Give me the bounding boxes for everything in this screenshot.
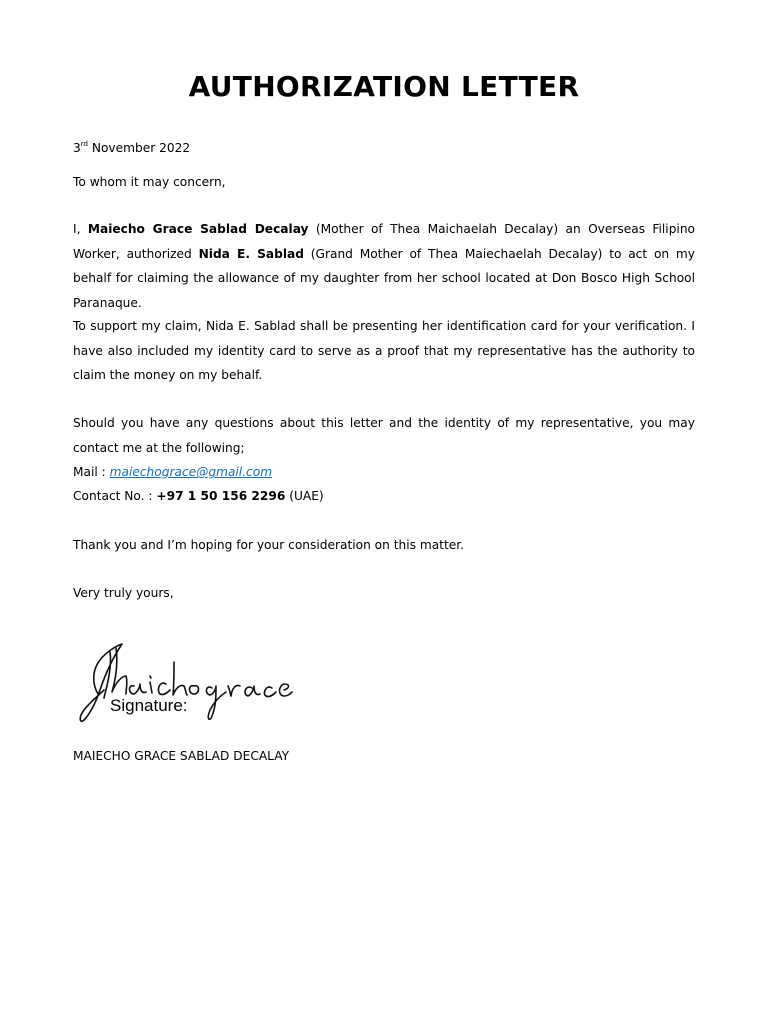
paragraph-support: To support my claim, Nida E. Sablad shall be presenting her identification card for your verification. I have also included my identity card to serve as a proof that my representative has the authority to claim the money on my behalf. — [73, 319, 695, 382]
contact-country: (UAE) — [285, 489, 324, 503]
contact-number: +97 1 50 156 2296 — [156, 489, 286, 503]
closing-line: Very truly yours, — [73, 586, 174, 600]
author-name: Maiecho Grace Sablad Decalay — [87, 222, 309, 236]
email-link[interactable]: maiechograce@gmail.com — [109, 465, 273, 479]
contact-line — [73, 484, 324, 509]
para1-text-3: (Grand Mother of Thea Maiechaelah Decalay) to act on my behalf for claiming the allowance of my daughter from her school located at Don Bosco High School Paranaque. — [73, 246, 695, 310]
mail-label: Mail : — [73, 465, 110, 479]
thanks-line: Thank you and I’m hoping for your consideration on this matter. — [73, 538, 465, 552]
mail-line — [73, 460, 272, 485]
signature-label: Signature: — [110, 696, 188, 715]
date-month-year: November 2022 — [87, 141, 191, 155]
letter-title: AUTHORIZATION LETTER — [188, 70, 580, 103]
signer-name: MAIECHO GRACE SABLAD DECALAY — [73, 749, 290, 763]
para1-text-1: I, — [73, 222, 88, 236]
salutation: To whom it may concern, — [73, 175, 226, 189]
representative-name: Nida E. Sablad — [198, 246, 304, 261]
signature-scribble — [70, 632, 310, 732]
date-day: 3 — [73, 141, 81, 155]
paragraph-authorization — [73, 217, 695, 315]
contact-label: Contact No. : — [73, 489, 157, 503]
paragraph-questions: Should you have any questions about this letter and the identity of my representative, you may contact me at the following; — [73, 416, 695, 455]
signature-block — [70, 632, 310, 732]
date-suffix: rd — [80, 140, 88, 148]
letter-date — [73, 136, 190, 161]
para1-text-2: (Mother of Thea Maichaelah Decalay) an Overseas Filipino Worker, authorized — [73, 222, 696, 261]
